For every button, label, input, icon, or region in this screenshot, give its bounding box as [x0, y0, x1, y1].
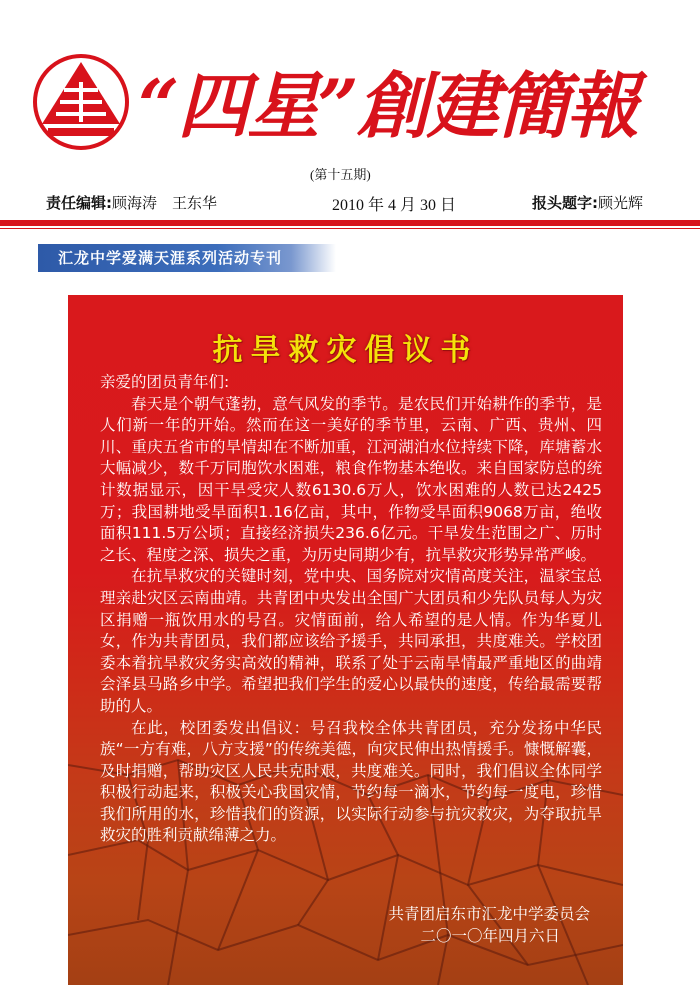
signature-date: 二〇一〇年四月六日	[420, 927, 560, 945]
paragraph: 在此，校团委发出倡议：号召我校全体共青团员，充分发扬中华民族“一方有难，八方支援”的传统美德，向灾民伸出热情援手。慷慨解囊，及时捐赠，帮助灾区人民共克时艰，共度难关。同时，我们倡议全体同学积极行动起来，积极关心我国灾情，节约每一滴水，节约每一度电，珍惜我们所用的水，珍惜我们的资源，以实际行动参与抗灾救灾，为夺取抗旱救灾的胜利贡献绵薄之力。	[100, 718, 602, 845]
school-logo-icon	[30, 52, 132, 152]
issue-number: (第十五期)	[310, 167, 371, 182]
masthead	[0, 0, 700, 214]
poster-title: 抗旱救灾倡议书	[212, 333, 479, 368]
greeting: 亲爱的团员青年们:	[100, 373, 230, 391]
publication-date: 2010 年 4 月 30 日	[332, 197, 457, 214]
header-divider	[0, 220, 700, 226]
calligrapher	[532, 192, 643, 213]
poster-body	[100, 372, 602, 847]
section-banner	[38, 244, 336, 272]
calligrapher-name: 顾光辉	[598, 194, 644, 212]
header-divider-thin	[0, 228, 700, 229]
newsletter-title: “四星”創建簡報	[138, 63, 637, 148]
paragraph: 春天是个朝气蓬勃，意气风发的季节。是农民们开始耕作的季节，是人们新一年的开始。然而在这一美好的季节里，云南、广西、贵州、四川、重庆五省市的旱情却在不断加重，江河湖泊水位持续下降，库塘蓄水大幅减少，数千万同胞饮水困难，粮食作物基本绝收。来自国家防总的统计数据显示，因干旱受灾人数6130.6万人，饮水困难的人数已达2425万；我国耕地受旱面积1.16亿亩，其中，作物受旱面积9068万亩，绝收面积111.5万公顷；直接经济损失236.6亿元。干旱发生范围之广、历时之长、程度之深、损失之重，为历史同期少有，抗旱救灾形势异常严峻。	[100, 394, 602, 564]
editors-label: 责任编辑:	[46, 194, 112, 212]
masthead-meta-row	[0, 190, 700, 214]
section-banner-text: 汇龙中学爱满天涯系列活动专刊	[58, 249, 283, 267]
proposal-poster	[68, 295, 623, 985]
calligrapher-label: 报头题字:	[532, 194, 598, 212]
paragraph: 在抗旱救灾的关键时刻，党中央、国务院对灾情高度关注，温家宝总理亲赴灾区云南曲靖。共青团中央发出全国广大团员和少先队员每人为灾区捐赠一瓶饮用水的号召。灾情面前，给人希望的是人情。作为华夏儿女，作为共青团员，我们都应该给予援手，共同承担，共度难关。学校团委本着抗旱救灾务实高效的精神，联系了处于云南旱情最严重地区的曲靖会泽县马路乡中学。希望把我们学生的爱心以最快的速度，传给最需要帮助的人。	[100, 567, 602, 715]
signature-org: 共青团启东市汇龙中学委员会	[388, 905, 590, 923]
signature-block	[68, 903, 590, 947]
editor-names: 顾海涛 王东华	[112, 194, 218, 212]
editors	[46, 192, 217, 213]
